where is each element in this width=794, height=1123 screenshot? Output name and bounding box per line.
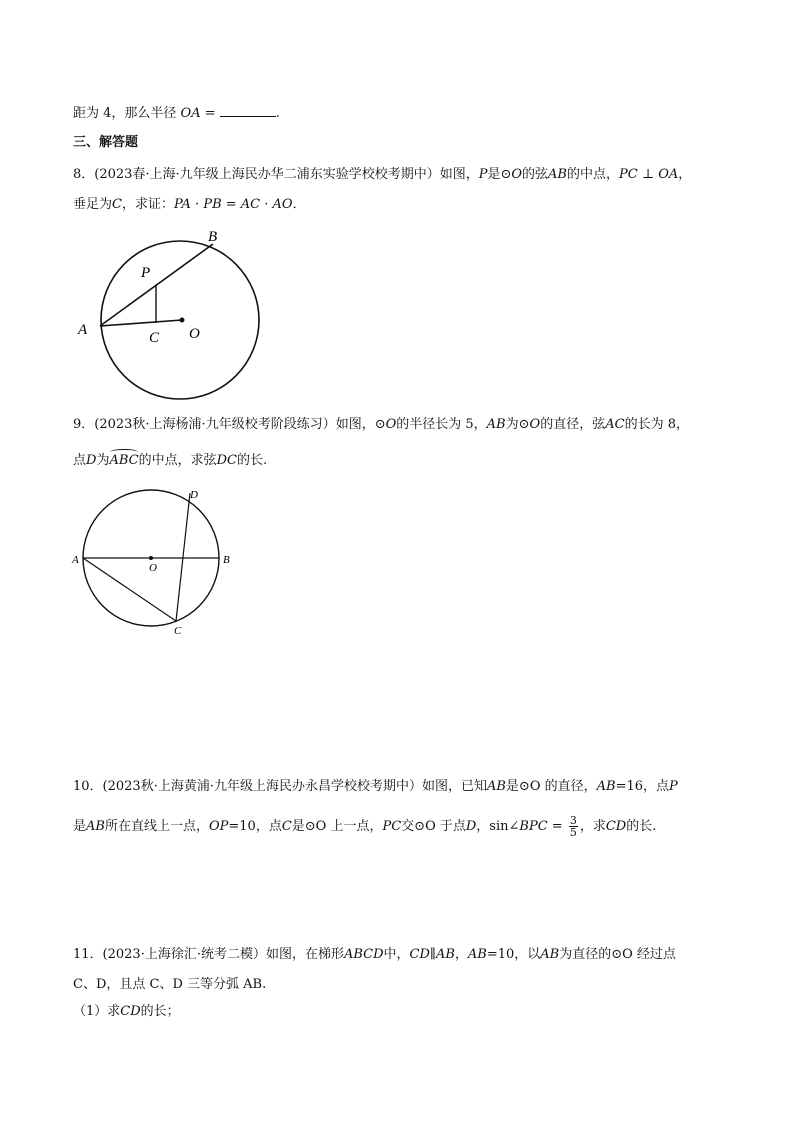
q10-var-ab: AB — [86, 819, 105, 834]
q8-var-p: P — [478, 167, 488, 182]
q9-text: 为 — [96, 453, 110, 468]
q8-label-b: B — [208, 229, 218, 245]
q9-center-point — [149, 556, 153, 560]
q9-text: 的中点，求弦 — [138, 453, 217, 468]
q9-circle-o: ⊙O — [518, 417, 541, 432]
q8-text: ，求证： — [121, 197, 174, 212]
q8-source: 8．(2023春·上海·九年级上海民办华二浦东实验学校校考期中）如图， — [73, 167, 479, 182]
q10-frac-den: 5 — [569, 826, 577, 839]
q9-label-c: C — [174, 625, 182, 637]
q8-figure — [72, 226, 272, 402]
q9-text: 的长. — [237, 453, 268, 468]
q11-var-abcd: ABCD — [343, 947, 384, 962]
q11-text: ， — [454, 947, 468, 962]
q10-text: 交⊙O 于点 — [401, 819, 466, 834]
q9-var-d: D — [86, 453, 97, 468]
q7-answer-blank[interactable] — [220, 104, 276, 117]
q10-line-2 — [73, 814, 656, 840]
q11-var-cd: CD — [409, 947, 430, 962]
q11-part-1 — [73, 1003, 180, 1021]
q10-frac-num: 3 — [569, 814, 577, 827]
q10-var-bpc: BPC — [519, 819, 548, 834]
q9-label-o: O — [149, 562, 157, 574]
q10-line-1 — [73, 778, 678, 796]
q8-text: ， — [678, 167, 692, 182]
q8-text: 是 — [487, 167, 501, 182]
q8-segment-ao — [100, 320, 182, 326]
q8-label-c: C — [149, 330, 160, 346]
q8-label-o: O — [189, 326, 200, 342]
q9-text: 为 — [505, 417, 519, 432]
q8-text: 的弦 — [522, 167, 549, 182]
q11-var-cd: CD — [120, 1004, 141, 1019]
q8-text: 的中点， — [567, 167, 620, 182]
q10-text: =10，点 — [228, 819, 282, 834]
q7-eq: = — [200, 106, 220, 121]
q9-source: 9．(2023秋·上海杨浦·九年级校考阶段练习）如图， — [73, 417, 375, 432]
q11-text: ∥ — [429, 947, 436, 962]
q9-var-ac: AC — [605, 417, 625, 432]
q10-text: =16，点 — [615, 779, 669, 794]
section-title: 三、解答题 — [73, 135, 139, 150]
q7-prefix: 距为 4，那么半径 — [73, 106, 181, 121]
q7-suffix: . — [275, 106, 280, 121]
q10-var-op: OP — [208, 819, 229, 834]
q10-var-ab: AB — [486, 779, 506, 794]
q11-text: 为直径的⊙O 经过点 — [559, 947, 676, 962]
q9-text: 点 — [73, 453, 87, 468]
q9-label-a: A — [72, 554, 79, 566]
q9-text: 的长为 8， — [624, 417, 689, 432]
q8-var-ab: AB — [548, 167, 567, 182]
q7-tail-line — [73, 104, 280, 123]
q9-chord-ac — [83, 558, 176, 621]
q9-arc-abc: ABC — [109, 453, 139, 468]
q11-line-1 — [73, 946, 676, 964]
q10-text: 是⊙O 的直径， — [505, 779, 597, 794]
q10-var-d: D — [465, 819, 477, 834]
q10-text: 是 — [73, 819, 87, 834]
q11-var-ab: AB — [467, 947, 487, 962]
q9-text: 的半径长为 5， — [396, 417, 487, 432]
q9-var-dc: DC — [216, 453, 237, 468]
q11-text: 中， — [383, 947, 410, 962]
q8-line-2 — [73, 196, 306, 214]
q11-line-2: C、D，且点 C、D 三等分弧 AB. — [73, 977, 267, 992]
q11-source: 11．(2023·上海徐汇·统考二模）如图，在梯形 — [73, 947, 344, 962]
q9-figure — [66, 484, 242, 640]
q10-text: 所在直线上一点， — [104, 819, 209, 834]
q8-equation: PA · PB = AC · AO — [173, 197, 293, 212]
q10-source: 10．(2023秋·上海黄浦·九年级上海民办永昌学校校考期中）如图，已知 — [73, 779, 487, 794]
q9-label-d: D — [190, 489, 198, 501]
q8-line-1 — [73, 166, 691, 184]
q9-var-ab: AB — [486, 417, 506, 432]
q11-text: 的长； — [140, 1004, 180, 1019]
q8-center-point — [180, 318, 185, 323]
q10-text: 的长. — [626, 819, 657, 834]
q11-text: =10，以 — [486, 947, 541, 962]
q10-text: 是⊙O 上一点， — [291, 819, 383, 834]
q7-var: OA — [180, 106, 201, 121]
q8-pc-perp-oa: PC ⊥ OA — [619, 167, 679, 182]
q9-line-2 — [73, 452, 267, 470]
q8-var-c: C — [112, 197, 122, 212]
q10-var-p: P — [669, 779, 678, 794]
q11-var-ab: AB — [435, 947, 455, 962]
q10-var-pc: PC — [382, 819, 402, 834]
q9-chord-dc — [176, 493, 190, 621]
q9-line-1 — [73, 416, 689, 434]
q10-text: ，求 — [579, 819, 606, 834]
q8-circle-o: ⊙O — [500, 167, 523, 182]
q8-text: ． — [292, 197, 306, 212]
q10-var-ab: AB — [596, 779, 616, 794]
q11-var-ab: AB — [540, 947, 560, 962]
q8-label-p: P — [141, 265, 151, 281]
q8-text: 垂足为 — [73, 197, 113, 212]
q10-text: = — [547, 819, 567, 834]
q8-label-a: A — [78, 322, 88, 338]
q9-text: 的直径，弦 — [540, 417, 606, 432]
q10-var-c: C — [281, 819, 292, 834]
q9-circle-o: ⊙O — [374, 417, 397, 432]
q10-fraction — [569, 815, 578, 838]
q10-var-cd: CD — [605, 819, 627, 834]
q10-text: ，sin∠ — [476, 819, 520, 834]
q11-text: （1）求 — [73, 1004, 121, 1019]
q9-label-b: B — [223, 554, 230, 566]
